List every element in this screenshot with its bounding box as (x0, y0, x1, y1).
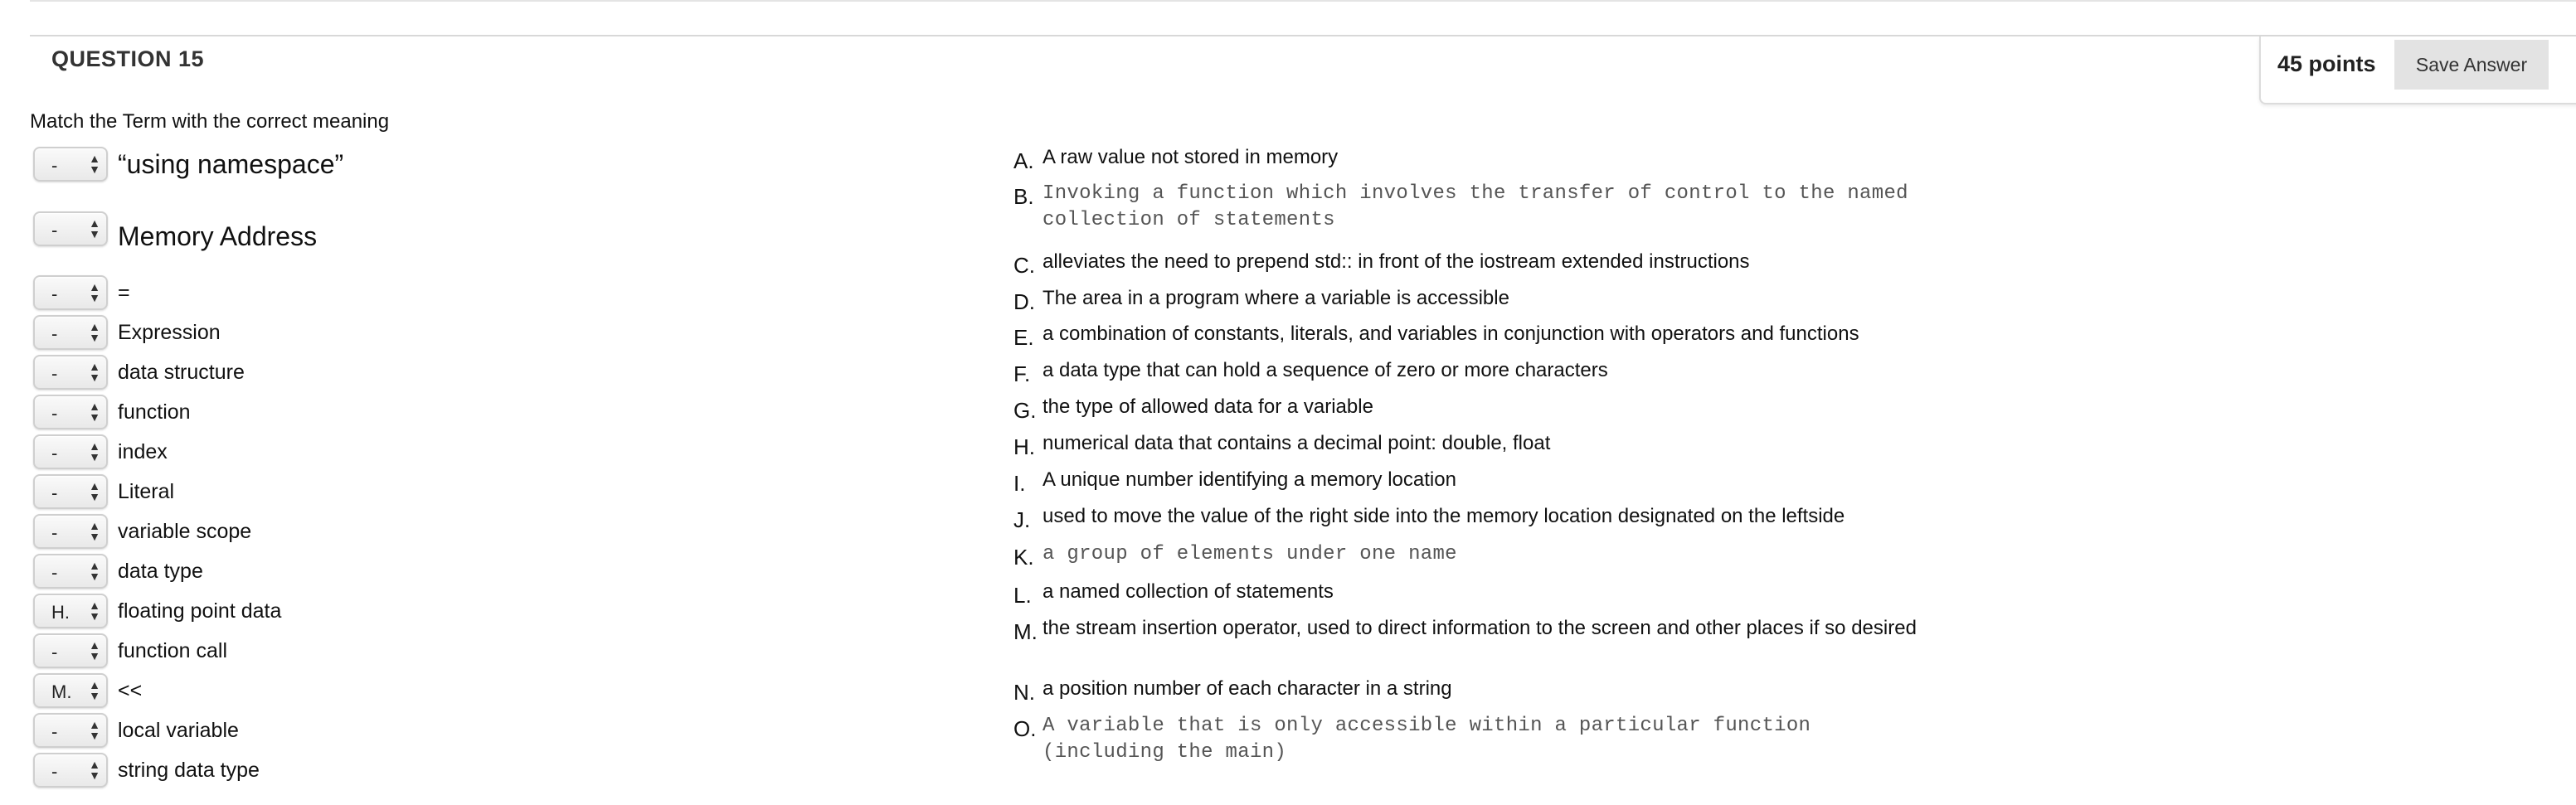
answer-select[interactable]: - ▲ ▼ (33, 395, 108, 429)
term-label: Memory Address (118, 221, 318, 251)
select-arrows-icon: ▲ ▼ (89, 400, 100, 424)
answer-select[interactable]: H. ▲ ▼ (33, 594, 108, 628)
term-label: string data type (118, 758, 260, 782)
answer-select[interactable]: - ▲ ▼ (33, 713, 108, 748)
term-label: data type (118, 559, 203, 583)
term-row (33, 473, 174, 511)
answer-option: M. the stream insertion operator, used to direct information to the screen and other places if so desired (1013, 617, 1917, 644)
select-arrows-icon: ▲ ▼ (89, 638, 100, 662)
select-arrows-icon: ▲ ▼ (89, 280, 100, 304)
term-label: local variable (118, 718, 239, 742)
term-label: Expression (118, 320, 221, 344)
answer-option: H. numerical data that contains a decimal point: double, float (1013, 432, 1551, 459)
answer-select[interactable]: - ▲ ▼ (33, 554, 108, 589)
term-label: function (118, 400, 191, 424)
select-arrows-icon: ▲ ▼ (89, 519, 100, 543)
term-row (33, 393, 191, 431)
select-arrows-icon: ▲ ▼ (89, 439, 100, 463)
question-instructions: Match the Term with the correct meaning (30, 110, 390, 133)
select-arrows-icon: ▲ ▼ (89, 216, 100, 240)
points-label: 45 points (2277, 51, 2376, 76)
term-row (33, 353, 245, 391)
term-label: index (118, 439, 168, 463)
select-arrows-icon: ▲ ▼ (89, 758, 100, 782)
question-title: QUESTION 15 (51, 46, 205, 71)
answer-select[interactable]: M. ▲ ▼ (33, 673, 108, 708)
answer-select[interactable]: - ▲ ▼ (33, 434, 108, 469)
answer-option: O. A variable that is only accessible within a particular function (including the main) (1013, 715, 1811, 764)
term-label: Literal (118, 479, 175, 503)
term-row (33, 632, 227, 670)
header-divider (30, 35, 2576, 36)
term-row (33, 433, 168, 471)
term-row (33, 512, 251, 550)
answer-select[interactable]: - ▲ ▼ (33, 474, 108, 509)
answer-option: F. a data type that can hold a sequence of zero or more characters (1013, 359, 1608, 386)
term-label: function call (118, 638, 228, 662)
term-row (33, 210, 318, 251)
answer-select[interactable]: - ▲ ▼ (33, 315, 108, 350)
answer-option: N. a position number of each character in a string (1013, 677, 1452, 705)
select-arrows-icon: ▲ ▼ (89, 320, 100, 344)
select-arrows-icon: ▲ ▼ (89, 718, 100, 742)
answer-select[interactable]: - ▲ ▼ (33, 211, 108, 246)
answer-select[interactable]: - ▲ ▼ (33, 633, 108, 668)
answer-option: B. Invoking a function which involves the transfer of control to the named collection of statements (1013, 182, 1908, 231)
term-row (33, 672, 142, 710)
select-arrows-icon: ▲ ▼ (89, 152, 100, 176)
term-row (33, 145, 343, 183)
answer-option: D. The area in a program where a variable is accessible (1013, 287, 1509, 314)
term-label: data structure (118, 360, 245, 384)
select-arrows-icon: ▲ ▼ (89, 360, 100, 384)
term-label: “using namespace” (118, 148, 344, 179)
answer-select[interactable]: - ▲ ▼ (33, 753, 108, 788)
answer-select[interactable]: - ▲ ▼ (33, 355, 108, 390)
answer-select[interactable]: - ▲ ▼ (33, 514, 108, 549)
answer-option: E. a combination of constants, literals, and variables in conjunction with operators and functions (1013, 322, 1859, 350)
term-row (33, 313, 221, 352)
select-arrows-icon: ▲ ▼ (89, 479, 100, 503)
answer-option: G. the type of allowed data for a variable (1013, 395, 1373, 423)
term-label: = (118, 280, 130, 304)
term-row (33, 274, 130, 312)
term-row (33, 711, 239, 749)
term-row (33, 592, 281, 630)
answer-select[interactable]: - ▲ ▼ (33, 147, 108, 182)
term-label: variable scope (118, 519, 252, 543)
save-answer-button[interactable]: Save Answer (2394, 40, 2549, 90)
top-divider (30, 0, 2576, 2)
answer-select[interactable]: - ▲ ▼ (33, 275, 108, 310)
answer-option: C. alleviates the need to prepend std:: in front of the iostream extended instructions (1013, 250, 1750, 278)
select-arrows-icon: ▲ ▼ (89, 599, 100, 623)
term-label: floating point data (118, 599, 282, 623)
term-row (33, 552, 203, 590)
term-row (33, 751, 260, 789)
answer-option: L. a named collection of statements (1013, 580, 1334, 608)
answer-option: K. a group of elements under one name (1013, 543, 1457, 570)
answer-option: I. A unique number identifying a memory location (1013, 468, 1456, 496)
select-arrows-icon: ▲ ▼ (89, 559, 100, 583)
select-arrows-icon: ▲ ▼ (89, 678, 100, 702)
answer-option: J. used to move the value of the right side into the memory location designated on the leftside (1013, 505, 1845, 532)
term-label: << (118, 678, 143, 702)
answer-option: A. A raw value not stored in memory (1013, 146, 1339, 173)
